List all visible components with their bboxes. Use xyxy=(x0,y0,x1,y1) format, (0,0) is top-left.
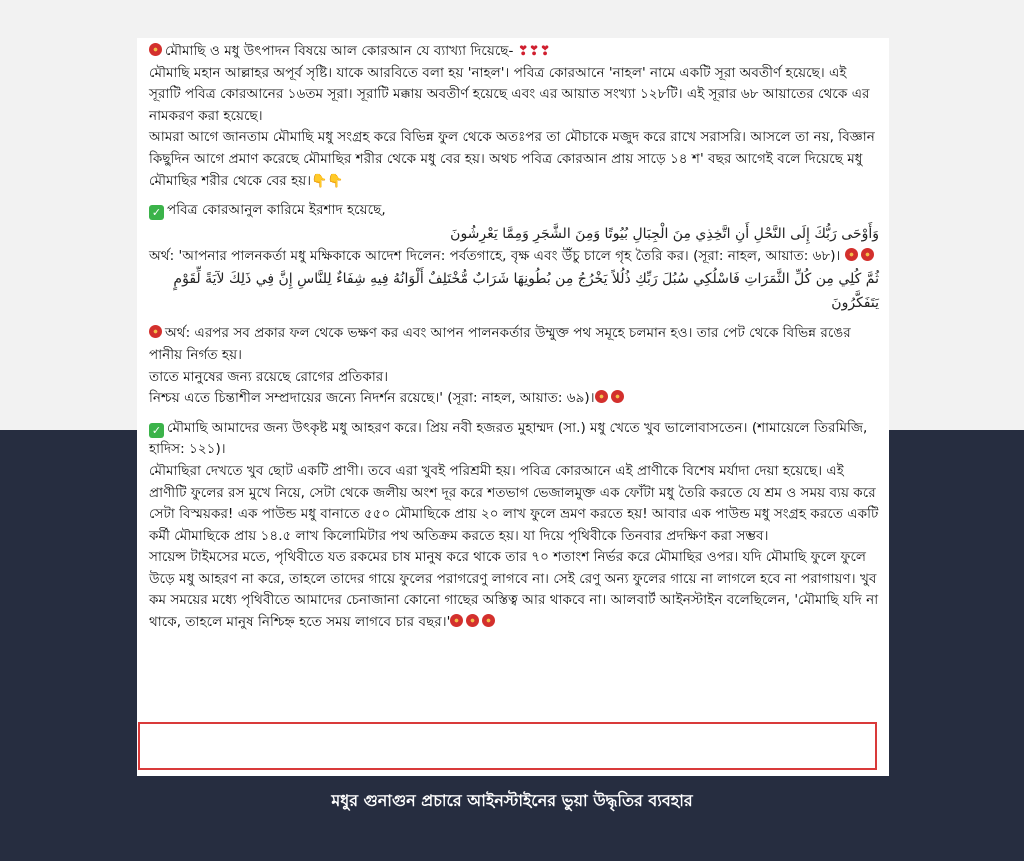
paragraph-einstein-line xyxy=(149,547,879,633)
verse-69-meaning-c-line xyxy=(149,388,879,410)
quote-highlight-box xyxy=(138,722,877,770)
hibiscus-icon xyxy=(611,390,624,403)
check-icon: ✓ xyxy=(149,205,164,220)
paragraph-science-line xyxy=(149,127,879,192)
verse-69-meaning-b: তাতে মানুষের জন্য রয়েছে রোগের প্রতিকার। xyxy=(149,368,389,385)
paragraph-hadith-line xyxy=(149,418,879,461)
hibiscus-icon xyxy=(845,248,858,261)
paragraph-hadith: মৌমাছি আমাদের জন্য উৎকৃষ্ট মধু আহরণ করে। প্রিয় নবী হজরত মুহাম্মদ (সা.) মধু খেতে খুব ভালোবাসতেন। (শামায়েলে তিরমিজি, হাদিস: ১২১)। xyxy=(149,419,868,458)
hibiscus-icon xyxy=(482,614,495,627)
image-caption: মধুর গুনাগুন প্রচারে আইনস্টাইনের ভুয়া উদ্ধৃতির ব্যবহার xyxy=(331,791,693,810)
heart-icon: ❣❣❣ xyxy=(517,44,551,59)
arabic-verse-69: ثُمَّ كُلِي مِن كُلِّ الثَّمَرَاتِ فَاسْلُكِي سُبُلَ رَبِّكِ ذُلُلاً يَخْرُجُ مِن بُطُونِهَا شَرَابٌ مُّخْتَلِفٌ أَلْوَانُهُ فِيهِ شِفَاءٌ لِلنَّاسِ إِنَّ فِي ذَلِكَ لآيَةً لِّقَوْمٍ يَتَفَكَّرُونَ xyxy=(173,271,879,312)
verse-69-meaning-c: নিশ্চয় এতে চিন্তাশীল সম্প্রদায়ের জন্যে নিদর্শন রয়েছে।' (সূরা: নাহল, আয়াত: ৬৯)। xyxy=(149,390,595,407)
verse-68-meaning-line xyxy=(149,246,879,268)
hibiscus-icon xyxy=(595,390,608,403)
article-heading-line xyxy=(149,41,879,63)
check-icon: ✓ xyxy=(149,423,164,438)
paragraph-einstein: সায়েন্স টাইমসের মতে, পৃথিবীতে যত রকমের চাষ মানুষ করে থাকে তার ৭০ শতাংশ নির্ভর করে মৌমাছির ওপর। যদি মৌমাছি ফুলে ফুলে উড়ে মধু আহরণ না করে, তাহলে তাদের গায়ে ফুলের পরাগরেণু লাগবে না। সেই রেণু অন্য ফুলের গায়ে না লাগলে হবে না পরাগায়ণ। খুব কম সময়ের মধ্যে পৃথিবীতে আমাদের চেনাজানা কোনো গাছের অস্তিত্ব আর থাকবে না। আলবার্ট আইনস্টাইন বলেছিলেন, 'মৌমাছি যদি না থাকে, তাহলে মানুষ নিশ্চিহ্ন হতে সময় লাগবে চার বছর।' xyxy=(149,549,879,631)
article-card xyxy=(137,38,889,776)
hibiscus-icon xyxy=(466,614,479,627)
verse-intro-line xyxy=(149,200,879,222)
verse-68-meaning: অর্থ: 'আপনার পালনকর্তা মধু মক্ষিকাকে আদেশ দিলেন: পর্বতগাহে, বৃক্ষ এবং উঁচু চালে গৃহ তৈরি কর। (সূরা: নাহল, আয়াত: ৬৮)। xyxy=(149,247,841,264)
paragraph-bee-work: মৌমাছিরা দেখতে খুব ছোট একটি প্রাণী। তবে এরা খুবই পরিশ্রমী হয়। পবিত্র কোরআনে এই প্রাণীকে বিশেষ মর্যাদা দেয়া হয়েছে। এই প্রাণীটি ফুলের রস মুখে নিয়ে, সেটা থেকে জলীয় অংশ দূর করে শতভাগ ভেজালমুক্ত এক ফোঁটা মধু তৈরি করতে যে শ্রম ও সময় ব্যয় করে সেটা বিস্ময়কর! এক পাউন্ড মধু বানাতে ৫৫০ মৌমাছিকে প্রায় ২০ লাখ ফুলে ভ্রমণ করতে হয়! আবার এক পাউন্ড মধু সংগ্রহ করতে একটি কর্মী মৌমাছিকে প্রায় ১৪.৫ লাখ কিলোমিটার পথ অতিক্রম করতে হয়। যা দিয়ে পৃথিবীকে তিনবার প্রদক্ষিণ করা সম্ভব। xyxy=(149,462,879,544)
hibiscus-icon xyxy=(450,614,463,627)
paragraph-science: আমরা আগে জানতাম মৌমাছি মধু সংগ্রহ করে বিভিন্ন ফুল থেকে অতঃপর তা মৌচাকে মজুদ করে রাখে সরাসরি। আসলে তা নয়, বিজ্ঞান কিছুদিন আগে প্রমাণ করেছে মৌমাছির শরীর থেকে মধু বের হয়। অথচ পবিত্র কোরআন প্রায় সাড়ে ১৪ শ' বছর আগেই বলে দিয়েছে মধু মৌমাছির শরীর থেকে বের হয়। xyxy=(149,129,875,189)
verse-69-meaning-a-line xyxy=(149,323,879,366)
arabic-verse-68: وَأَوْحَى رَبُّكَ إِلَى النَّحْلِ أَنِ اتَّخِذِي مِنَ الْجِبَالِ بُيُوتًا وَمِنَ الشَّجَرِ وَمِمَّا يَعْرِشُونَ xyxy=(450,225,879,242)
hibiscus-icon xyxy=(861,248,874,261)
pointing-hand-icon: 👇👇 xyxy=(311,173,344,189)
verse-69-meaning-a: অর্থ: এরপর সব প্রকার ফল থেকে ভক্ষণ কর এবং আপন পালনকর্তার উম্মুক্ত পথ সমূহে চলমান হও। তার পেট থেকে বিভিন্ন রঙের পানীয় নির্গত হয়। xyxy=(149,325,851,363)
hibiscus-icon xyxy=(149,43,162,56)
article-heading: মৌমাছি ও মধু উৎপাদন বিষয়ে আল কোরআন যে ব্যাখ্যা দিয়েছে- xyxy=(165,43,514,59)
verse-intro: পবিত্র কোরআনুল কারিমে ইরশাদ হয়েছে, xyxy=(167,202,386,219)
hibiscus-icon xyxy=(149,325,162,338)
paragraph-intro: মৌমাছি মহান আল্লাহর অপূর্ব সৃষ্টি। যাকে আরবিতে বলা হয় 'নাহল'। পবিত্র কোরআনে 'নাহল' নামে একটি সূরা অবতীর্ণ হয়েছে। এই সূরাটি পবিত্র কোরআনের ১৬তম সূরা। সূরাটি মক্কায় অবতীর্ণ হয়েছে এবং এর আয়াত সংখ্যা ১২৮টি। এই সূরার ৬৮ আয়াতের থেকে এর নামকরণ করা হয়েছে। xyxy=(149,64,870,124)
